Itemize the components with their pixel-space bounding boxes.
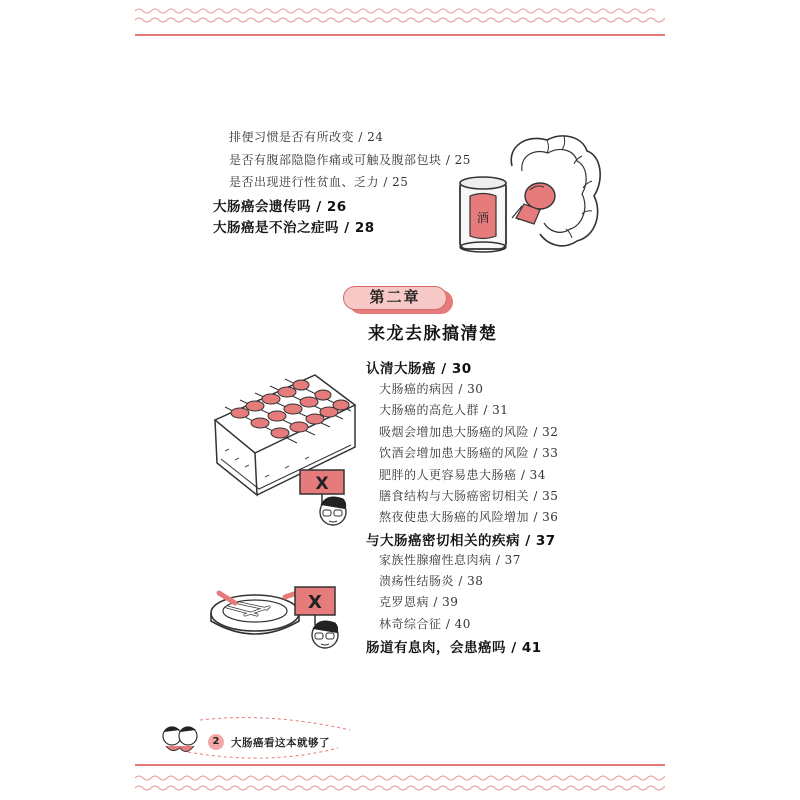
toc-item: 家族性腺瘤性息肉病 / 37: [379, 553, 521, 567]
toc-section: 大肠癌会遗传吗 / 26: [213, 199, 347, 215]
toc-item: 熬夜使患大肠癌的风险增加 / 36: [379, 510, 559, 524]
book-title: 大肠癌看这本就够了: [231, 737, 330, 749]
toc-item: 膳食结构与大肠癌密切相关 / 35: [379, 489, 559, 503]
toc-section: 认清大肠癌 / 30: [366, 361, 472, 377]
toc-section: 大肠癌是不治之症吗 / 28: [213, 220, 375, 236]
can-label: 酒: [476, 211, 490, 225]
top-wave-border: [135, 6, 665, 36]
toc-section: 肠道有息肉，会患癌吗 / 41: [366, 640, 542, 656]
toc-item: 吸烟会增加患大肠癌的风险 / 32: [379, 425, 559, 439]
sign-x-mark: X: [315, 474, 329, 494]
toc-item: 排便习惯是否有所改变 / 24: [229, 130, 384, 144]
ashtray-illustration: [205, 575, 355, 655]
toc-item: 是否有腹部隐隐作痛或可触及腹部包块 / 25: [229, 153, 471, 167]
chapter-badge: [343, 286, 453, 312]
toc-item: 是否出现进行性贫血、乏力 / 25: [229, 175, 409, 189]
chapter-title: 来龙去脉搞清楚: [368, 324, 498, 344]
toc-item: 大肠癌的高危人群 / 31: [379, 403, 509, 417]
sign-x-mark: X: [308, 592, 322, 613]
toc-item: 大肠癌的病因 / 30: [379, 382, 484, 396]
toc-item: 克罗恩病 / 39: [379, 595, 459, 609]
toc-item: 饮酒会增加患大肠癌的风险 / 33: [379, 446, 559, 460]
toc-item: 溃疡性结肠炎 / 38: [379, 574, 484, 588]
beer-can-colon-illustration: [452, 126, 612, 256]
toc-section: 与大肠癌密切相关的疾病 / 37: [366, 533, 556, 549]
toc-item: 肥胖的人更容易患大肠癌 / 34: [379, 468, 546, 482]
bottom-wave-border: [135, 764, 665, 794]
barbecue-grill-illustration: [205, 355, 365, 530]
page-number: 2: [208, 734, 224, 750]
chapter-number: 第二章: [343, 286, 447, 310]
toc-item: 林奇综合征 / 40: [379, 617, 471, 631]
